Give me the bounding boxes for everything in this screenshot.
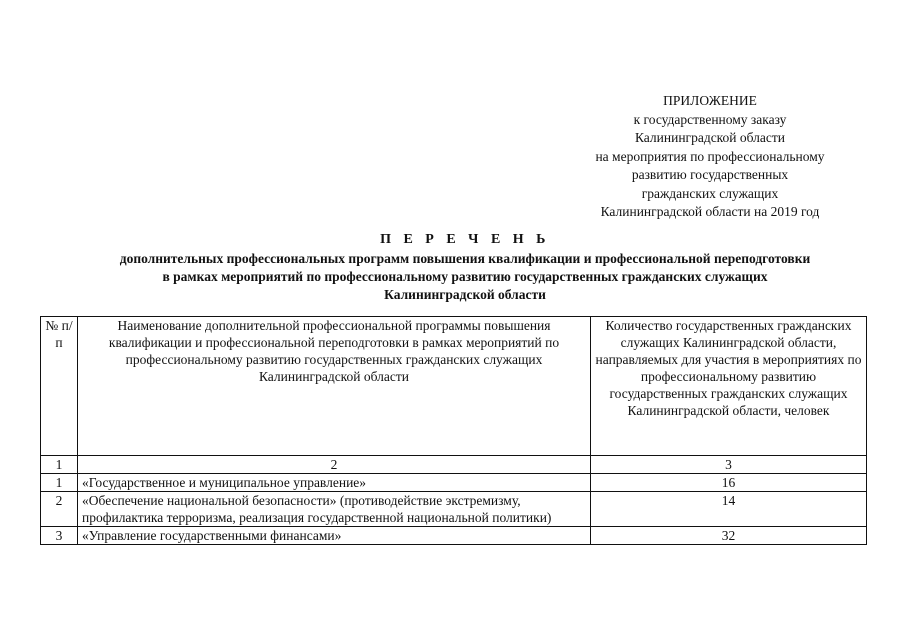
row-name: «Государственное и муниципальное управление» (78, 474, 591, 492)
appendix-line: Калининградской области (634, 130, 786, 145)
row-count: 14 (591, 492, 867, 527)
row-num: 2 (41, 492, 78, 527)
header-count: Количество государственных гражданских служащих Калининградской области, направляемых для участия в мероприятиях по профессиональному развитию государственных гражданских служащих Калининградской области, человек (591, 317, 867, 456)
appendix-heading (560, 92, 860, 222)
title-main: П Е Р Е Ч Е Н Ь (380, 232, 550, 247)
header-name: Наименование дополнительной профессиональной программы повышения квалификации и профессиональной переподготовки в рамках мероприятий по профессиональному развитию государственных гражданских служащих Калининградской области (78, 317, 591, 456)
column-number: 2 (78, 456, 591, 474)
table-row (41, 492, 867, 527)
row-count: 32 (591, 527, 867, 545)
row-count: 16 (591, 474, 867, 492)
appendix-line: Калининградской области на 2019 год (600, 204, 820, 219)
row-name: «Обеспечение национальной безопасности» (противодействие экстремизму, профилактика терроризма, реализация государственной национальной политики) (78, 492, 591, 527)
programs-table (40, 316, 867, 545)
appendix-line: ПРИЛОЖЕНИЕ (663, 93, 757, 108)
header-num: № п/п (41, 317, 78, 456)
table-row (41, 527, 867, 545)
appendix-line: к государственному заказу (633, 111, 787, 127)
table-row (41, 474, 867, 492)
column-number: 1 (41, 456, 78, 474)
row-name: «Управление государственными финансами» (78, 527, 591, 545)
subtitle-line: Калининградской области (384, 287, 546, 302)
title-subtitle (40, 250, 890, 304)
appendix-line: развитию государственных (631, 167, 789, 182)
column-number-row (41, 456, 867, 474)
appendix-line: на мероприятия по профессиональному (595, 148, 825, 164)
column-number: 3 (591, 456, 867, 474)
subtitle-line: дополнительных профессиональных программ повышения квалификации и профессиональной переподготовки (119, 251, 811, 266)
appendix-line: гражданских служащих (641, 185, 779, 201)
row-num: 3 (41, 527, 78, 545)
document-title (40, 230, 890, 304)
row-num: 1 (41, 474, 78, 492)
subtitle-line: в рамках мероприятий по профессиональному развитию государственных гражданских служащих (162, 269, 768, 284)
table-header-row (41, 317, 867, 456)
